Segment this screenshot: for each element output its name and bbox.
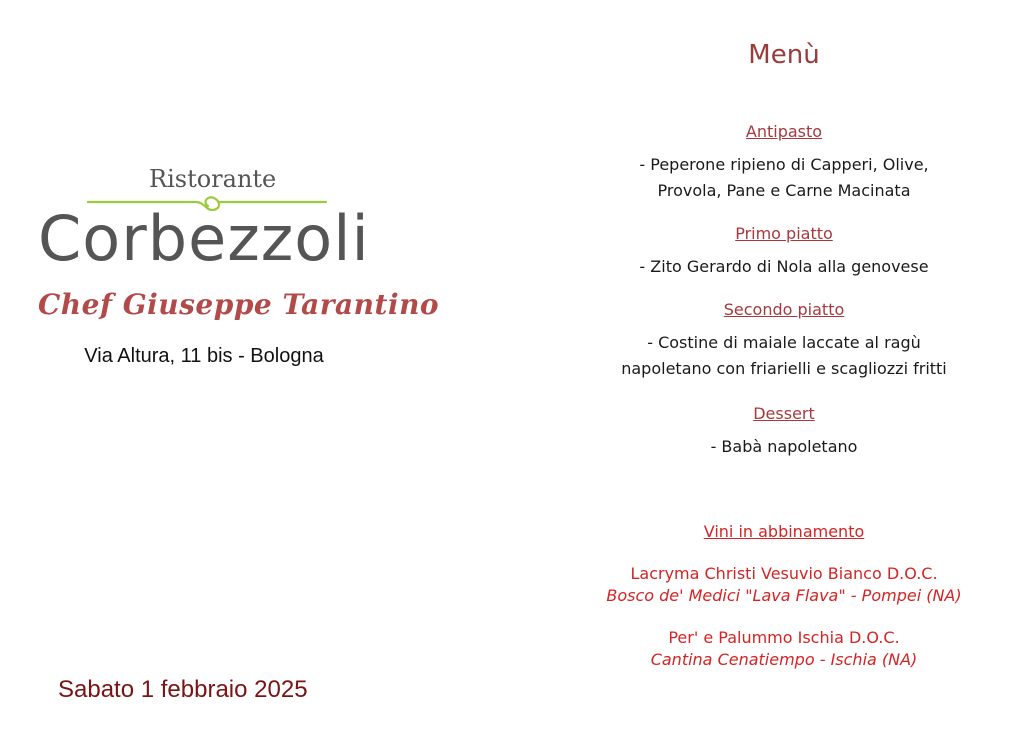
section-title-primo: Primo piatto [735,224,833,243]
logo-prefix: Ristorante [149,165,277,193]
dish-line: - Babà napoletano [710,437,858,456]
section-title-antipasto: Antipasto [745,122,823,141]
left-panel [0,0,440,742]
dish-line: - Peperone ripieno di Capperi, Olive, [639,155,929,174]
section-title-secondo: Secondo piatto [723,300,845,319]
wine-section-title: Vini in abbinamento [703,522,865,541]
wine-name: Lacryma Christi Vesuvio Bianco D.O.C. [630,564,938,583]
restaurant-address: Via Altura, 11 bis - Bologna [84,345,324,367]
wine-producer: Cantina Cenatiempo - Ischia (NA) [650,650,918,669]
dish-line: - Costine di maiale laccate al ragù [647,333,921,352]
section-title-dessert: Dessert [753,404,815,423]
dish-line: Provola, Pane e Carne Macinata [657,181,911,200]
dish-line: - Zito Gerardo di Nola alla genovese [639,257,929,276]
chef-name: Chef Giuseppe Tarantino [38,288,440,321]
menu-title: Menù [748,40,820,70]
restaurant-logo [36,160,381,270]
menu-panel [545,0,1024,742]
event-date: Sabato 1 febbraio 2025 [58,676,308,703]
wine-producer: Bosco de' Medici "Lava Flava" - Pompei (NA) [606,586,962,605]
logo-name: Corbezzoli [38,202,370,270]
wine-name: Per' e Palummo Ischia D.O.C. [668,628,900,647]
dish-line: napoletano con friarielli e scagliozzi fritti [621,359,947,378]
